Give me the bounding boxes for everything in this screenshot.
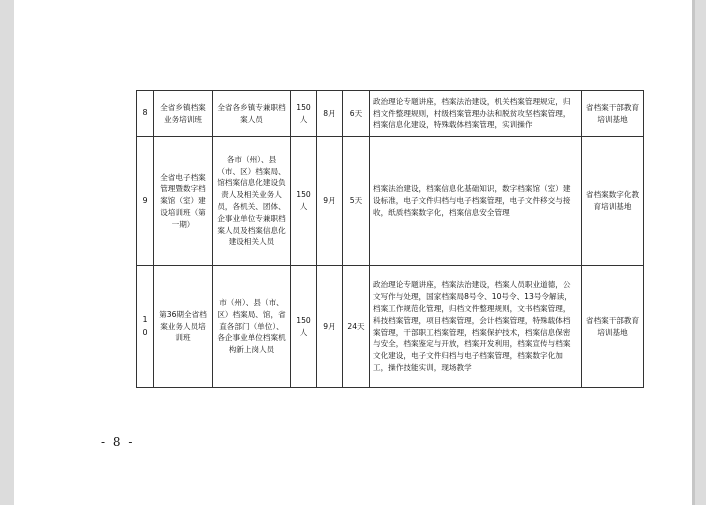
course-name: 全省电子档案管理暨数字档案馆（室）建设培训班（第一期） bbox=[154, 137, 213, 266]
training-venue: 省档案干部教育培训基地 bbox=[582, 91, 644, 137]
training-content: 档案法治建设，档案信息化基础知识，数字档案馆（室）建设标准，电子文件归档与电子档案管理，电子文件移交与接收，纸质档案数字化，档案信息安全管理 bbox=[370, 137, 582, 266]
page-edge-shadow bbox=[692, 0, 695, 505]
table-row bbox=[137, 137, 644, 266]
row-number: 10 bbox=[137, 266, 154, 388]
training-days: 24天 bbox=[343, 266, 370, 388]
table-row bbox=[137, 266, 644, 388]
training-days: 6天 bbox=[343, 91, 370, 137]
training-month: 9月 bbox=[317, 266, 343, 388]
target-trainees: 市（州）、县（市、区）档案局、馆，省直各部门（单位）、各企事业单位档案机构新上岗人员 bbox=[213, 266, 291, 388]
row-number: 8 bbox=[137, 91, 154, 137]
trainee-count: 150人 bbox=[291, 91, 317, 137]
training-month: 9月 bbox=[317, 137, 343, 266]
training-venue: 省档案数字化教育培训基地 bbox=[582, 137, 644, 266]
training-venue: 省档案干部教育培训基地 bbox=[582, 266, 644, 388]
row-number: 9 bbox=[137, 137, 154, 266]
course-name: 全省乡镇档案业务培训班 bbox=[154, 91, 213, 137]
page-number: - 8 - bbox=[101, 435, 135, 449]
target-trainees: 全省各乡镇专兼职档案人员 bbox=[213, 91, 291, 137]
table-row bbox=[137, 91, 644, 137]
training-month: 8月 bbox=[317, 91, 343, 137]
training-content: 政治理论专题讲座，档案法治建设，机关档案管理规定，归档文件整理规则，村级档案管理办法和脱贫攻坚档案管理，档案信息化建设，特殊载体档案管理，实训操作 bbox=[370, 91, 582, 137]
trainee-count: 150人 bbox=[291, 266, 317, 388]
training-schedule-table bbox=[136, 90, 644, 388]
training-days: 5天 bbox=[343, 137, 370, 266]
course-name: 第36期全省档案业务人员培训班 bbox=[154, 266, 213, 388]
training-content: 政治理论专题讲座，档案法治建设，档案人员职业道德，公文写作与处理，国家档案局8号令、10号令、13号令解读，档案工作规范化管理，归档文件整理规则，文书档案管理，科技档案管理，项目档案管理，会计档案管理，特殊载体档案管理，干部职工档案管理，档案保护技术，档案信息保密与安全，档案鉴定与开放，档案开发利用，档案宣传与档案文化建设，电子文件归档与电子档案管理，档案数字化加工，操作技能实训，现场教学 bbox=[370, 266, 582, 388]
target-trainees: 各市（州）、县（市、区）档案局、馆档案信息化建设负责人及相关业务人员，各机关、团体、企事业单位专兼职档案人员及档案信息化建设相关人员 bbox=[213, 137, 291, 266]
trainee-count: 150人 bbox=[291, 137, 317, 266]
